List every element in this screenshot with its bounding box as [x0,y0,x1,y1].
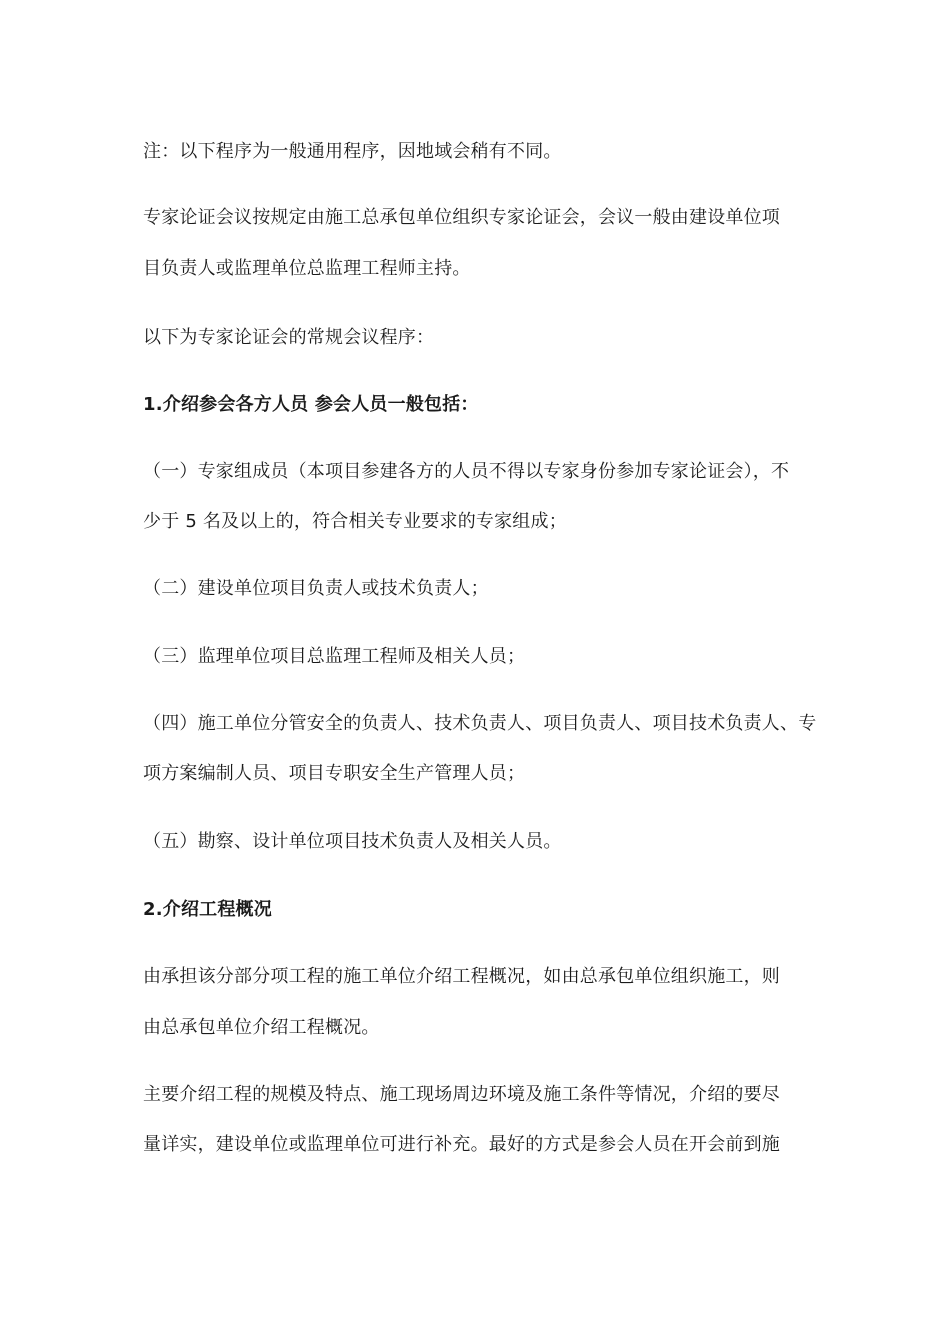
section-2-heading: 2.介绍工程概况 [143,899,272,920]
list-item-1-line-1: （一）专家组成员（本项目参建各方的人员不得以专家身份参加专家论证会），不 [143,461,790,482]
note-text: 注：以下程序为一般通用程序，因地域会稍有不同。 [143,141,562,162]
intro-paragraph-line-1: 专家论证会议按规定由施工总承包单位组织专家论证会，会议一般由建设单位项 [143,207,780,228]
overview-paragraph-2-line-1: 主要介绍工程的规模及特点、施工现场周边环境及施工条件等情况，介绍的要尽 [143,1084,780,1105]
intro-paragraph-line-2: 目负责人或监理单位总监理工程师主持。 [143,258,471,279]
section-1-heading: 1.介绍参会各方人员 参会人员一般包括： [143,394,479,415]
procedure-intro-text: 以下为专家论证会的常规会议程序： [143,327,435,348]
list-item-2: （二）建设单位项目负责人或技术负责人； [143,578,489,599]
list-item-4-line-1: （四）施工单位分管安全的负责人、技术负责人、项目负责人、项目技术负责人、专 [143,713,817,734]
list-item-3: （三）监理单位项目总监理工程师及相关人员； [143,646,526,667]
overview-paragraph-2-line-2: 量详实，建设单位或监理单位可进行补充。最好的方式是参会人员在开会前到施 [143,1134,780,1155]
list-item-5: （五）勘察、设计单位项目技术负责人及相关人员。 [143,831,562,852]
overview-paragraph-1-line-2: 由总承包单位介绍工程概况。 [143,1017,380,1038]
overview-paragraph-1-line-1: 由承担该分部分项工程的施工单位介绍工程概况，如由总承包单位组织施工，则 [143,966,780,987]
list-item-1-line-2: 少于 5 名及以上的，符合相关专业要求的专家组成； [143,511,567,532]
list-item-4-line-2: 项方案编制人员、项目专职安全生产管理人员； [143,763,526,784]
